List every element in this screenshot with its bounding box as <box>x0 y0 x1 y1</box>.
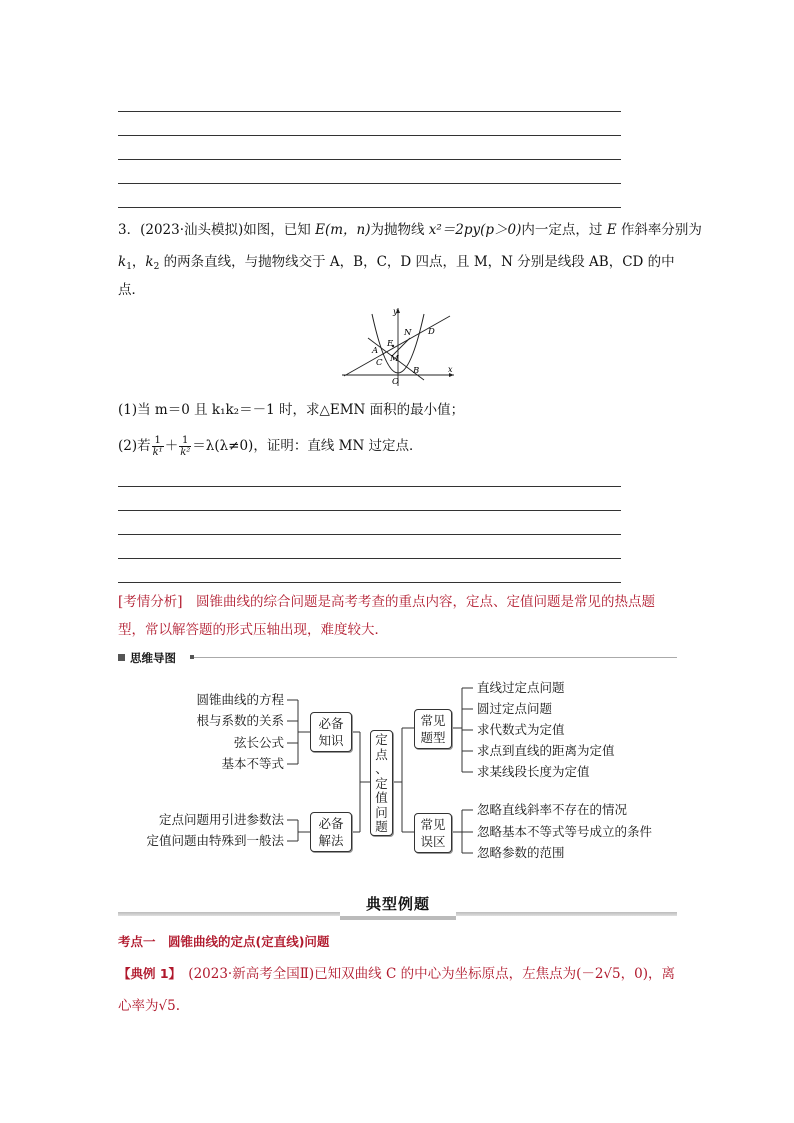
box-line: 题型 <box>420 730 446 745</box>
analysis-text: 圆锥曲线的综合问题是高考考查的重点内容，定点、定值问题是常见的热点题 <box>182 594 656 610</box>
point-e: E <box>606 222 617 238</box>
label-d: D <box>428 327 435 337</box>
problem3-line1 <box>118 220 702 240</box>
label-y: y <box>393 307 398 316</box>
analysis-line1 <box>118 592 655 612</box>
slope-k1: k <box>118 254 127 270</box>
example-text: (2023·新高考全国Ⅱ)已知双曲线 C 的中心为坐标原点，左焦点为(－2√5，0)，离 <box>174 966 675 982</box>
question-text: (2)若 <box>118 438 151 454</box>
errors-box <box>414 813 452 853</box>
fraction-denominator: k² <box>180 447 191 458</box>
problem-number: 3． <box>118 222 141 238</box>
plus-sign: ＋ <box>164 438 179 454</box>
answer-rule <box>118 510 621 511</box>
knowledge-item: 基本不等式 <box>221 756 284 771</box>
example1-line1 <box>118 964 675 984</box>
error-item: 忽略基本不等式等号成立的条件 <box>477 824 653 839</box>
example-tag: 【典例 1】 <box>118 966 175 981</box>
type-item: 求点到直线的距离为定值 <box>477 743 615 758</box>
parabola-figure <box>338 304 458 388</box>
problem-text: 为抛物线 <box>370 222 429 238</box>
mindmap-divider-dot <box>190 655 194 659</box>
answer-rule <box>118 111 621 112</box>
knowledge-box <box>310 712 352 752</box>
box-line: 常见 <box>420 817 446 832</box>
box-line: 误区 <box>420 834 446 849</box>
label-c: C <box>376 358 383 368</box>
example1-line2: 心率为√5. <box>118 998 180 1014</box>
types-box <box>414 709 452 749</box>
answer-rule <box>118 135 621 136</box>
subscript: 2 <box>153 262 160 272</box>
label-a: A <box>372 346 379 356</box>
separator: ， <box>131 254 146 270</box>
knowledge-item: 弦长公式 <box>233 735 284 750</box>
answer-rule <box>118 207 621 208</box>
box-line: 常见 <box>420 713 446 728</box>
slope-k2: k <box>145 254 154 270</box>
problem-text: 内一定点，过 <box>521 222 607 238</box>
answer-rule <box>118 534 621 535</box>
problem-text: 如图，已知 <box>243 222 316 238</box>
label-e: E <box>387 339 394 349</box>
label-n: N <box>404 328 412 338</box>
problem-source: (2023·汕头模拟) <box>140 222 244 238</box>
type-item: 直线过定点问题 <box>477 680 565 695</box>
method-item: 定点问题用引进参数法 <box>158 812 284 827</box>
label-x: x <box>448 365 453 374</box>
answer-rule <box>118 159 621 160</box>
knowledge-item: 根与系数的关系 <box>196 713 284 728</box>
answer-rule <box>118 582 621 583</box>
problem3-line3 <box>118 280 145 300</box>
center-char: 问 <box>375 804 388 820</box>
parabola-equation: x²＝2py(p＞0) <box>428 222 522 238</box>
box-line: 解法 <box>318 833 344 848</box>
center-char: 题 <box>375 819 388 834</box>
center-char: 点 <box>375 746 388 762</box>
question-2 <box>118 434 423 458</box>
problem-text: 的两条直线，与抛物线交于 A，B，C，D 四点，且 M，N 分别是线段 AB，CD 的中 <box>159 254 675 270</box>
analysis-tag: [考情分析] <box>118 594 183 610</box>
problem-text: 作斜率分别为 <box>616 222 702 238</box>
label-o: O <box>392 377 399 387</box>
box-line: 知识 <box>318 733 344 748</box>
box-line: 必备 <box>318 716 344 731</box>
banner-title: 典型例题 <box>365 895 430 913</box>
analysis-line2: 型，常以解答题的形式压轴出现，难度较大． <box>118 622 388 638</box>
error-item: 忽略参数的范围 <box>477 845 565 860</box>
type-item: 求某线段长度为定值 <box>477 764 590 779</box>
fraction-numerator: 1 <box>152 435 164 447</box>
mindmap-divider <box>190 657 677 658</box>
problem3-line2 <box>118 252 675 277</box>
center-char: 值 <box>375 790 388 805</box>
fraction-denominator: k¹ <box>152 447 163 458</box>
center-char: 定 <box>375 775 388 791</box>
question-text: ＝λ(λ≠0)，证明：直线 MN 过定点． <box>192 438 423 454</box>
subscript: 1 <box>126 262 132 272</box>
point-coords: (m，n) <box>324 222 371 238</box>
center-char: 定 <box>375 732 388 747</box>
answer-rule <box>118 558 621 559</box>
error-item: 忽略直线斜率不存在的情况 <box>477 802 628 817</box>
fraction-numerator: 1 <box>179 435 191 447</box>
method-item: 定值问题由特殊到一般法 <box>146 833 284 848</box>
problem-text: 点． <box>118 282 145 298</box>
point-e: E <box>315 222 325 238</box>
fraction-1 <box>152 435 164 458</box>
center-char: 、 <box>375 761 388 776</box>
point1-title: 考点一 圆锥曲线的定点(定直线)问题 <box>118 934 330 949</box>
type-item: 圆过定点问题 <box>477 701 553 716</box>
answer-rule <box>118 183 621 184</box>
type-item: 求代数式为定值 <box>477 722 565 737</box>
knowledge-item: 圆锥曲线的方程 <box>196 692 284 707</box>
box-line: 必备 <box>318 816 344 831</box>
center-topic-box <box>370 730 393 836</box>
fraction-2 <box>179 435 191 458</box>
line-cd <box>344 316 450 376</box>
method-box <box>310 812 352 852</box>
label-m: M <box>390 354 399 364</box>
mindmap-title: 思维导图 <box>130 651 176 665</box>
answer-rule <box>118 486 621 487</box>
mindmap-connectors <box>0 660 794 870</box>
label-b: B <box>413 366 420 376</box>
question-1: (1)当 m＝0 且 k₁k₂＝－1 时，求△EMN 面积的最小值； <box>118 402 465 418</box>
